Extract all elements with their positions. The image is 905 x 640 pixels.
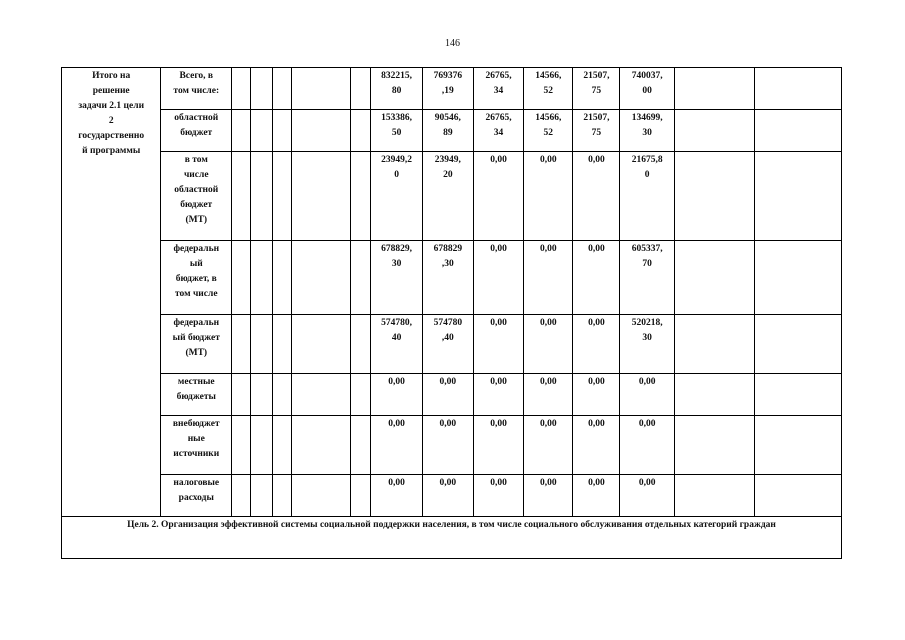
empty-cell [232, 374, 250, 416]
empty-cell [674, 110, 754, 152]
cell-text: 23949,2 [381, 155, 413, 165]
table-row [62, 475, 842, 517]
value-cell [422, 241, 473, 315]
value-cell [573, 68, 620, 110]
cell-text: 0,00 [490, 318, 507, 328]
value-cell [573, 475, 620, 517]
cell-text: 605337, [631, 244, 663, 254]
table-row [62, 374, 842, 416]
cell-text: 740037, [631, 71, 663, 81]
cell-text: 0,00 [638, 478, 656, 488]
empty-cell [273, 475, 291, 517]
cell-text: 21507, [583, 113, 610, 123]
page-number: 146 [445, 38, 460, 49]
cell-text: ,19 [441, 86, 454, 96]
cell-text: бюджет [180, 128, 213, 138]
empty-cell [232, 110, 250, 152]
cell-text: й программы [82, 146, 141, 156]
value-cell [422, 110, 473, 152]
cell-text: 34 [493, 86, 504, 96]
empty-cell [350, 315, 370, 374]
cell-text: 0,00 [588, 478, 605, 488]
cell-text: 0,00 [490, 155, 507, 165]
cell-text: источники [173, 449, 220, 459]
empty-cell [232, 315, 250, 374]
empty-cell [350, 374, 370, 416]
table-row [62, 68, 842, 110]
cell-text: 0,00 [388, 478, 405, 488]
empty-cell [754, 110, 841, 152]
empty-cell [754, 374, 841, 416]
cell-text: Итого на [92, 71, 131, 81]
cell-text: ,40 [441, 333, 454, 343]
cell-text: 30 [642, 333, 652, 343]
cell-text: 20 [443, 170, 453, 180]
cell-text: 21507, [583, 71, 610, 81]
empty-cell [250, 416, 273, 475]
cell-text: местные [177, 377, 215, 387]
cell-text: 574780 [433, 318, 463, 328]
cell-text: 0,00 [539, 318, 557, 328]
value-cell [371, 68, 422, 110]
empty-cell [754, 152, 841, 241]
cell-text: 134699, [631, 113, 663, 123]
empty-cell [291, 241, 350, 315]
value-cell [473, 315, 523, 374]
cell-text: федеральн [173, 318, 220, 328]
table-row [62, 152, 842, 241]
value-cell [620, 475, 674, 517]
empty-cell [273, 241, 291, 315]
empty-cell [754, 68, 841, 110]
cell-text: ,30 [441, 259, 454, 269]
cell-text: 0,00 [588, 419, 605, 429]
empty-cell [232, 241, 250, 315]
value-cell [524, 152, 573, 241]
value-cell [422, 68, 473, 110]
cell-text: 75 [591, 86, 602, 96]
value-cell [524, 241, 573, 315]
value-cell [422, 475, 473, 517]
row-group-header [62, 68, 161, 517]
value-cell [620, 110, 674, 152]
value-cell [524, 416, 573, 475]
value-cell [524, 68, 573, 110]
empty-cell [291, 416, 350, 475]
cell-text: 75 [591, 128, 602, 138]
empty-cell [232, 68, 250, 110]
table-row [62, 241, 842, 315]
value-cell [524, 475, 573, 517]
cell-text: задачи 2.1 цели [78, 101, 145, 111]
cell-text: 0,00 [539, 419, 557, 429]
cell-text: 23949, [434, 155, 461, 165]
empty-cell [250, 475, 273, 517]
cell-text: 21675,8 [631, 155, 663, 165]
empty-cell [350, 416, 370, 475]
value-cell [371, 475, 422, 517]
cell-text: 40 [391, 333, 402, 343]
cell-text: 678829 [433, 244, 463, 254]
cell-text: Всего, в [179, 71, 214, 81]
value-cell [473, 416, 523, 475]
cell-text: 14566, [535, 113, 562, 123]
value-cell [422, 152, 473, 241]
cell-text: 0,00 [439, 478, 457, 488]
value-cell [473, 110, 523, 152]
value-cell [573, 241, 620, 315]
empty-cell [232, 152, 250, 241]
cell-text: 0,00 [588, 377, 605, 387]
value-cell [620, 152, 674, 241]
cell-text: 0,00 [588, 318, 605, 328]
value-cell [620, 315, 674, 374]
cell-text: 153386, [381, 113, 413, 123]
cell-text: 14566, [535, 71, 562, 81]
value-cell [620, 416, 674, 475]
cell-text: 0,00 [539, 377, 557, 387]
value-cell [620, 374, 674, 416]
value-cell [422, 315, 473, 374]
value-cell [371, 374, 422, 416]
empty-cell [291, 475, 350, 517]
cell-text: 0,00 [388, 377, 405, 387]
cell-text: 00 [642, 86, 652, 96]
value-cell [473, 152, 523, 241]
value-cell [371, 315, 422, 374]
cell-text: ый бюджет [172, 333, 220, 343]
cell-text: 52 [543, 86, 553, 96]
value-cell [573, 315, 620, 374]
cell-text: в том [184, 155, 208, 165]
empty-cell [250, 241, 273, 315]
table-row [62, 110, 842, 152]
cell-text: ные [187, 434, 205, 444]
empty-cell [273, 68, 291, 110]
cell-text: ый [189, 259, 203, 269]
empty-cell [273, 374, 291, 416]
cell-text: 0,00 [490, 377, 507, 387]
empty-cell [674, 374, 754, 416]
value-cell [573, 152, 620, 241]
cell-text: государственно [78, 131, 145, 141]
cell-text: 52 [543, 128, 553, 138]
value-cell [371, 152, 422, 241]
cell-text: 0,00 [638, 419, 656, 429]
funding-source-label [161, 152, 232, 241]
cell-text: 678829, [381, 244, 413, 254]
cell-text: налоговые [173, 478, 220, 488]
empty-cell [350, 475, 370, 517]
value-cell [524, 374, 573, 416]
cell-text: 0,00 [490, 419, 507, 429]
value-cell [422, 416, 473, 475]
cell-text: 90546, [434, 113, 461, 123]
empty-cell [291, 68, 350, 110]
cell-text: 0,00 [539, 155, 557, 165]
empty-cell [754, 241, 841, 315]
empty-cell [754, 315, 841, 374]
empty-cell [250, 152, 273, 241]
cell-text: 0,00 [490, 244, 507, 254]
goal-title: Цель 2. Организация эффективной системы социальной поддержки населения, в том числе социального обслуживания отдельных категорий граждан [62, 517, 842, 559]
empty-cell [232, 475, 250, 517]
cell-text: расходы [178, 493, 214, 503]
cell-text: 70 [642, 259, 652, 269]
empty-cell [674, 152, 754, 241]
cell-text: 26765, [485, 71, 512, 81]
cell-text: 30 [642, 128, 652, 138]
cell-text: числе [183, 170, 209, 180]
empty-cell [250, 374, 273, 416]
empty-cell [350, 110, 370, 152]
empty-cell [674, 315, 754, 374]
cell-text: том числе: [173, 86, 220, 96]
cell-text: областной [174, 185, 219, 195]
table-row [62, 416, 842, 475]
funding-source-label [161, 241, 232, 315]
cell-text: 574780, [381, 318, 413, 328]
empty-cell [273, 152, 291, 241]
empty-cell [291, 152, 350, 241]
cell-text: внебюджет [172, 419, 220, 429]
value-cell [473, 68, 523, 110]
cell-text: областной [174, 113, 219, 123]
empty-cell [350, 68, 370, 110]
funding-source-label [161, 416, 232, 475]
empty-cell [291, 110, 350, 152]
value-cell [473, 374, 523, 416]
cell-text: 0,00 [439, 419, 457, 429]
funding-source-label [161, 315, 232, 374]
value-cell [524, 315, 573, 374]
empty-cell [273, 110, 291, 152]
value-cell [422, 374, 473, 416]
empty-cell [250, 68, 273, 110]
cell-text: 0,00 [439, 377, 457, 387]
empty-cell [350, 241, 370, 315]
cell-text: 769376 [433, 71, 463, 81]
cell-text: 0 [644, 170, 650, 180]
cell-text: 0,00 [539, 244, 557, 254]
cell-text: бюджет [180, 200, 213, 210]
cell-text: 0,00 [388, 419, 405, 429]
empty-cell [674, 416, 754, 475]
empty-cell [291, 374, 350, 416]
cell-text: 0,00 [490, 478, 507, 488]
empty-cell [273, 315, 291, 374]
funding-source-label [161, 68, 232, 110]
empty-cell [232, 416, 250, 475]
value-cell [573, 374, 620, 416]
empty-cell [250, 110, 273, 152]
cell-text: 80 [391, 86, 402, 96]
empty-cell [674, 475, 754, 517]
cell-text: 34 [493, 128, 504, 138]
value-cell [371, 110, 422, 152]
value-cell [573, 416, 620, 475]
cell-text: (МТ) [185, 348, 208, 358]
empty-cell [754, 475, 841, 517]
funding-source-label [161, 475, 232, 517]
value-cell [524, 110, 573, 152]
cell-text: (МТ) [185, 215, 208, 225]
value-cell [620, 68, 674, 110]
cell-text: решение [92, 86, 130, 96]
cell-text: 0,00 [638, 377, 656, 387]
cell-text: 520218, [631, 318, 663, 328]
value-cell [573, 110, 620, 152]
value-cell [473, 475, 523, 517]
empty-cell [350, 152, 370, 241]
cell-text: бюджеты [176, 392, 216, 402]
cell-text: 0,00 [539, 478, 557, 488]
empty-cell [754, 416, 841, 475]
budget-table [61, 67, 842, 559]
cell-text: 0,00 [588, 244, 605, 254]
empty-cell [674, 241, 754, 315]
table-row [62, 315, 842, 374]
cell-text: федеральн [173, 244, 220, 254]
value-cell [371, 241, 422, 315]
cell-text: бюджет, в [175, 274, 217, 284]
empty-cell [250, 315, 273, 374]
cell-text: том числе [174, 289, 218, 299]
funding-source-label [161, 374, 232, 416]
cell-text: 0 [394, 170, 399, 180]
empty-cell [674, 68, 754, 110]
cell-text: 30 [391, 259, 402, 269]
value-cell [473, 241, 523, 315]
empty-cell [273, 416, 291, 475]
cell-text: 50 [391, 128, 402, 138]
cell-text: 89 [443, 128, 453, 138]
cell-text: 832215, [381, 71, 413, 81]
goal-row [62, 517, 842, 559]
cell-text: 2 [108, 116, 114, 126]
empty-cell [291, 315, 350, 374]
funding-source-label [161, 110, 232, 152]
cell-text: 0,00 [588, 155, 605, 165]
value-cell [371, 416, 422, 475]
cell-text: 26765, [485, 113, 512, 123]
value-cell [620, 241, 674, 315]
